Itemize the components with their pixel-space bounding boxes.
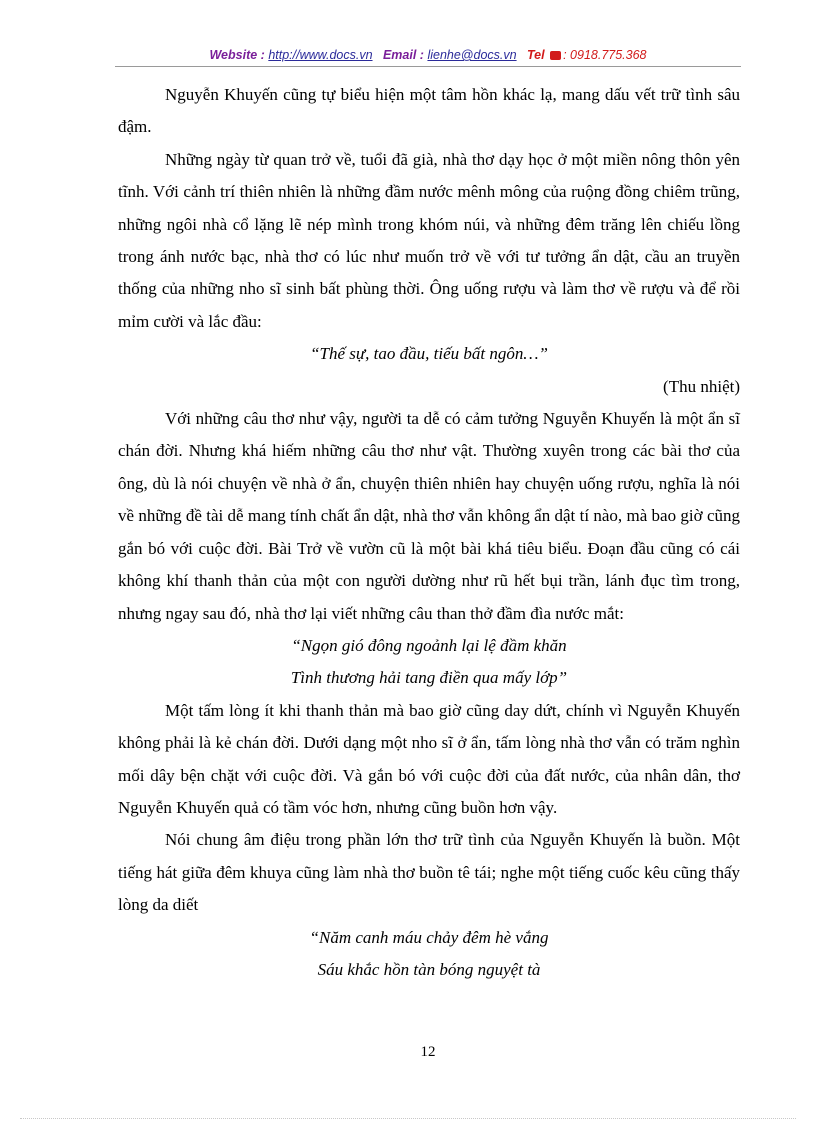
poem-quote: “Thế sự, tao đầu, tiếu bất ngôn…” — [310, 344, 548, 364]
email-label: Email : — [382, 48, 424, 62]
paragraph: Với những câu thơ như vậy, người ta dễ có cảm tưởng Nguyễn Khuyến là một ẩn sĩ chán đời. Nhưng khá hiếm những câu thơ như vật. Thường xuyên trong các bài thơ của ông, dù là nói chuyện về nhà ở ẩn, chuyện thiên nhiên hay chuyện uống rượu, nghĩa là nói về những đề tài dễ mang tính chất ẩn dật, nhà thơ vẫn không ẩn dật tí nào, mà bao giờ cũng gắn bó với cuộc đời. Bài Trở về vườn cũ là một bài khá tiêu biểu. Đoạn đầu cũng có cái không khí thanh thản của một con người dường như rũ hết bụi trần, lánh đục tìm trong, nhưng ngay sau đó, nhà thơ lại viết những câu than thở đầm đìa nước mắt: — [118, 409, 740, 623]
paragraph: Một tấm lòng ít khi thanh thản mà bao giờ cũng day dứt, chính vì Nguyễn Khuyến không phải là kẻ chán đời. Dưới dạng một nho sĩ ở ẩn, tấm lòng nhà thơ vẫn có trăm nghìn mối dây bện chặt với cuộc đời. Và gắn bó với cuộc đời của đất nước, của nhân dân, thơ Nguyễn Khuyến quả có tầm vóc hơn, nhưng cũng buồn hơn vậy. — [118, 700, 740, 817]
paragraph: Những ngày từ quan trở về, tuổi đã già, nhà thơ dạy học ở một miền nông thôn yên tĩnh. Với cảnh trí thiên nhiên là những đầm nước mênh mông của ruộng đồng chiêm trũng, những ngôi nhà cổ lặng lẽ nép mình trong khóm núi, và những đêm trăng lên chiếu lồng trong ánh nước bạc, nhà thơ có lúc như muốn trở về với tư tưởng ẩn dật, cầu an truyền thống của những nho sĩ sinh bất phùng thời. Ông uống rượu và làm thơ về rượu và để rồi mỉm cười và lắc đầu: — [118, 149, 740, 331]
phone-icon — [550, 51, 561, 60]
paragraph: Nguyễn Khuyến cũng tự biểu hiện một tâm hồn khác lạ, mang dấu vết trữ tình sâu đậm. — [118, 85, 740, 137]
tel-label: Tel — [527, 48, 545, 62]
footer-divider — [20, 1118, 796, 1119]
document-body — [118, 79, 740, 986]
page-number: 12 — [420, 1044, 436, 1060]
poem-quote-line: Tình thương hải tang điền qua mấy lớp” — [290, 668, 568, 688]
poem-quote-line: “Năm canh máu chảy đêm hè vắng — [309, 927, 549, 947]
website-link[interactable]: http://www.docs.vn — [268, 48, 373, 62]
poem-quote-line: Sáu khắc hồn tàn bóng nguyệt tà — [317, 959, 541, 979]
tel-value: : 0918.775.368 — [563, 48, 647, 62]
paragraph: Nói chung âm điệu trong phần lớn thơ trữ tình của Nguyễn Khuyến là buồn. Một tiếng hát giữa đêm khuya cũng làm nhà thơ buồn tê tái; nghe một tiếng cuốc kêu cũng thấy lòng da diết — [118, 830, 740, 915]
page-header — [115, 44, 741, 67]
website-label: Website : — [209, 48, 265, 62]
poem-quote-line: “Ngọn gió đông ngoảnh lại lệ đầm khăn — [291, 635, 567, 655]
poem-citation: (Thu nhiệt) — [663, 376, 740, 396]
email-link[interactable]: lienhe@docs.vn — [427, 48, 517, 62]
